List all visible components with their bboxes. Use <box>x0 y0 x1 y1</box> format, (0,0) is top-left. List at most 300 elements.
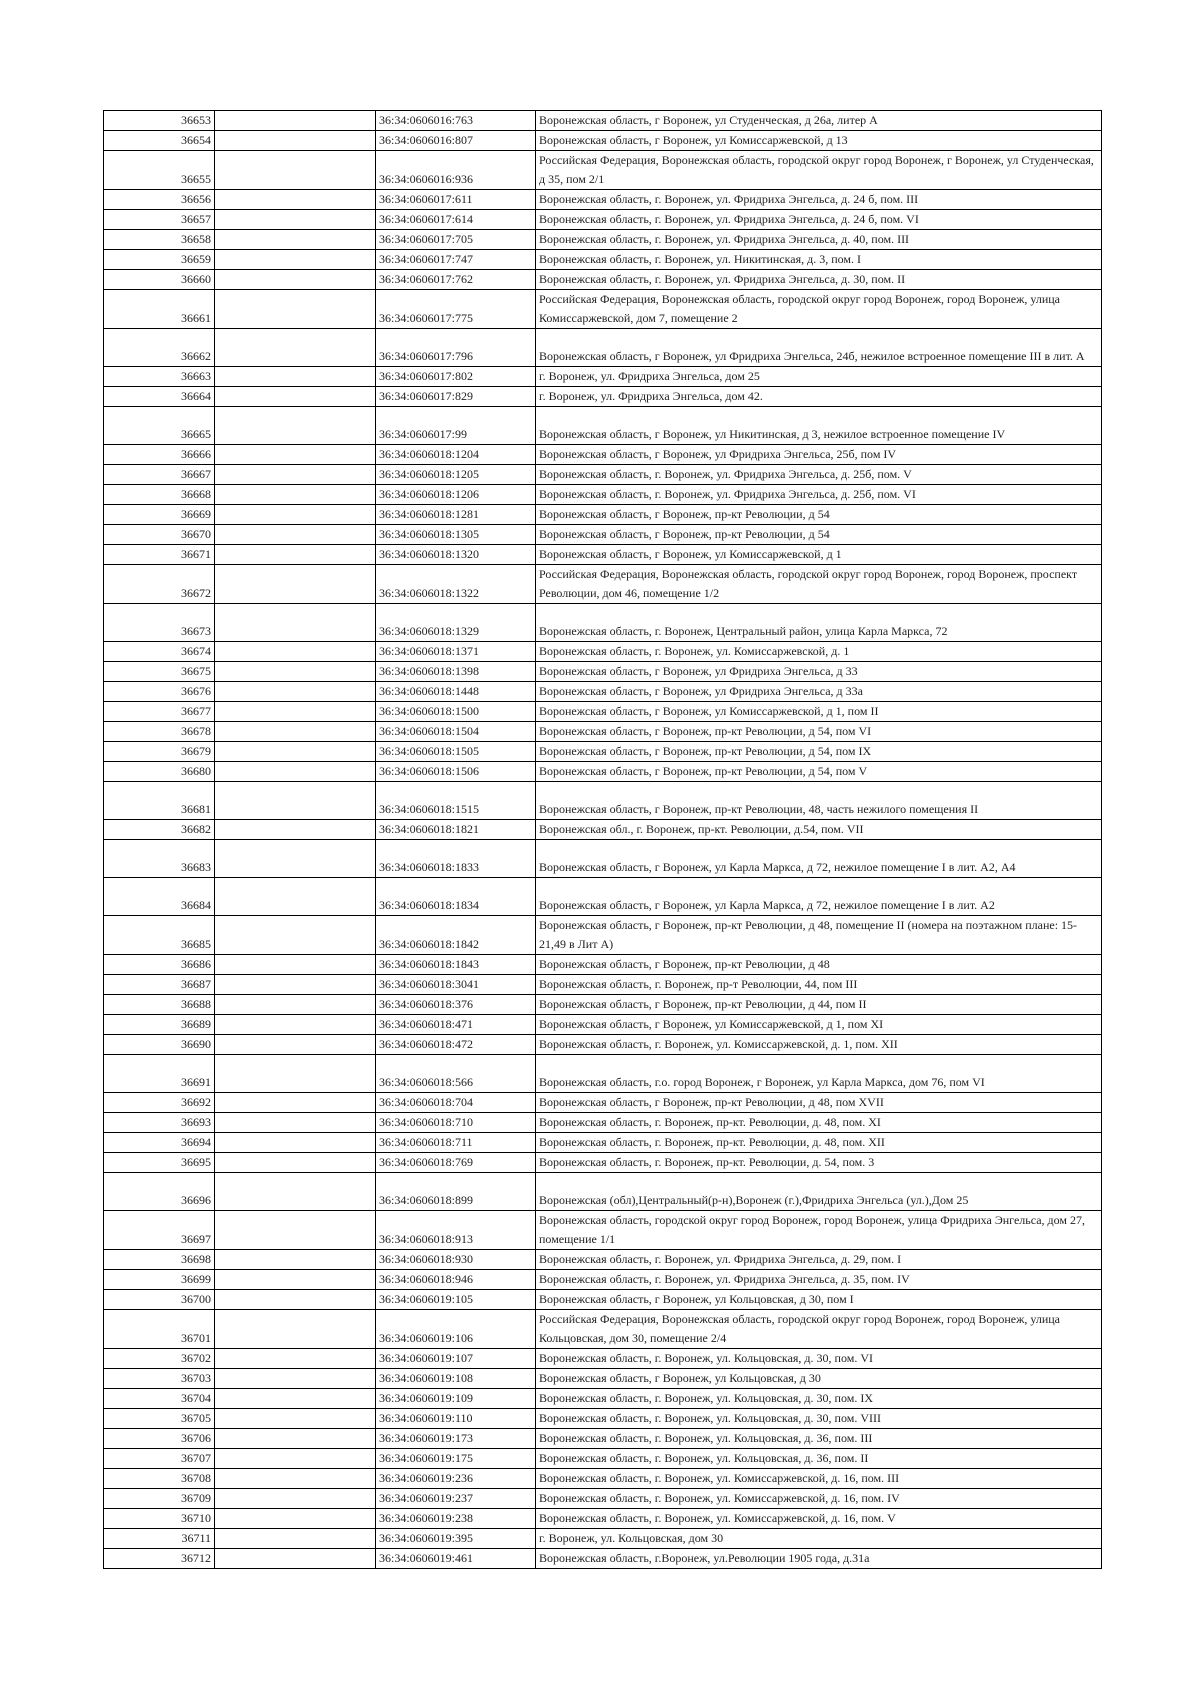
address-cell: Воронежская область, г Воронеж, пр-кт Революции, д 54, пом VI <box>536 722 1102 742</box>
table-row <box>104 190 1102 210</box>
row-number-cell: 36665 <box>104 407 215 445</box>
empty-cell <box>215 270 376 290</box>
empty-cell <box>215 642 376 662</box>
empty-cell <box>215 995 376 1015</box>
cadastral-number-cell: 36:34:0606018:704 <box>376 1093 536 1113</box>
address-cell: Воронежская область, г. Воронеж, пр-т Революции, 44, пом III <box>536 975 1102 995</box>
address-cell: Воронежская область, г Воронеж, пр-кт Революции, д 48 <box>536 955 1102 975</box>
empty-cell <box>215 1211 376 1250</box>
table-row <box>104 1173 1102 1211</box>
address-cell: Российская Федерация, Воронежская область, городской округ город Воронеж, город Воронеж, улица Кольцовская, дом 30, помещение 2/4 <box>536 1310 1102 1349</box>
address-cell: Воронежская область, г. Воронеж, пр-кт. Революции, д. 54, пом. 3 <box>536 1153 1102 1173</box>
empty-cell <box>215 1173 376 1211</box>
address-cell: Воронежская область, г. Воронеж, ул. Фридриха Энгельса, д. 29, пом. I <box>536 1250 1102 1270</box>
table-row <box>104 1529 1102 1549</box>
empty-cell <box>215 545 376 565</box>
address-cell: Воронежская область, г Воронеж, ул Фридриха Энгельса, 25б, пом IV <box>536 445 1102 465</box>
empty-cell <box>215 1310 376 1349</box>
address-cell: Российская Федерация, Воронежская область, городской округ город Воронеж, город Воронеж, проспект Революции, дом 46, помещение 1/2 <box>536 565 1102 604</box>
table-row <box>104 290 1102 329</box>
table-row <box>104 1035 1102 1055</box>
table-row <box>104 505 1102 525</box>
table-row <box>104 1093 1102 1113</box>
empty-cell <box>215 210 376 230</box>
address-cell: Воронежская область, г.о. город Воронеж, г Воронеж, ул Карла Маркса, дом 76, пом VI <box>536 1055 1102 1093</box>
register-table-body <box>104 111 1102 1569</box>
table-row <box>104 782 1102 820</box>
address-cell: Воронежская область, г. Воронеж, Центральный район, улица Карла Маркса, 72 <box>536 604 1102 642</box>
cadastral-number-cell: 36:34:0606017:747 <box>376 250 536 270</box>
address-cell: Воронежская область, г. Воронеж, ул. Комиссаржевской, д. 16, пом. III <box>536 1469 1102 1489</box>
cadastral-number-cell: 36:34:0606019:106 <box>376 1310 536 1349</box>
table-row <box>104 1113 1102 1133</box>
address-cell: Воронежская область, г Воронеж, ул Студенческая, д 26а, литер А <box>536 111 1102 131</box>
address-cell: Воронежская область, г Воронеж, ул Кольцовская, д 30, пом I <box>536 1290 1102 1310</box>
row-number-cell: 36712 <box>104 1549 215 1569</box>
row-number-cell: 36689 <box>104 1015 215 1035</box>
empty-cell <box>215 1469 376 1489</box>
table-row <box>104 840 1102 878</box>
row-number-cell: 36702 <box>104 1349 215 1369</box>
table-row <box>104 367 1102 387</box>
row-number-cell: 36705 <box>104 1409 215 1429</box>
table-row <box>104 1549 1102 1569</box>
empty-cell <box>215 367 376 387</box>
address-cell: Воронежская область, г. Воронеж, ул. Фридриха Энгельса, д. 25б, пом. VI <box>536 485 1102 505</box>
address-cell: Воронежская область, г. Воронеж, ул. Фридриха Энгельса, д. 40, пом. III <box>536 230 1102 250</box>
row-number-cell: 36673 <box>104 604 215 642</box>
row-number-cell: 36706 <box>104 1429 215 1449</box>
row-number-cell: 36663 <box>104 367 215 387</box>
address-cell: Воронежская область, г. Воронеж, пр-кт. Революции, д. 48, пом. XI <box>536 1113 1102 1133</box>
row-number-cell: 36659 <box>104 250 215 270</box>
cadastral-number-cell: 36:34:0606019:110 <box>376 1409 536 1429</box>
table-row <box>104 1449 1102 1469</box>
cadastral-number-cell: 36:34:0606019:237 <box>376 1489 536 1509</box>
row-number-cell: 36653 <box>104 111 215 131</box>
table-row <box>104 878 1102 916</box>
cadastral-number-cell: 36:34:0606018:913 <box>376 1211 536 1250</box>
address-cell: Воронежская область, г Воронеж, ул Фридриха Энгельса, д 33а <box>536 682 1102 702</box>
row-number-cell: 36654 <box>104 131 215 151</box>
address-cell: Воронежская область, г Воронеж, ул Фридриха Энгельса, 24б, нежилое встроенное помещение III в лит. А <box>536 329 1102 367</box>
cadastral-number-cell: 36:34:0606018:472 <box>376 1035 536 1055</box>
address-cell: Воронежская область, г. Воронеж, ул. Кольцовская, д. 30, пом. VIII <box>536 1409 1102 1429</box>
address-cell: Воронежская область, г Воронеж, ул Комиссаржевской, д 1 <box>536 545 1102 565</box>
empty-cell <box>215 565 376 604</box>
address-cell: Воронежская область, г. Воронеж, ул. Комиссаржевской, д. 1, пом. XII <box>536 1035 1102 1055</box>
table-row <box>104 1133 1102 1153</box>
row-number-cell: 36677 <box>104 702 215 722</box>
cadastral-number-cell: 36:34:0606018:1206 <box>376 485 536 505</box>
cadastral-number-cell: 36:34:0606018:376 <box>376 995 536 1015</box>
table-row <box>104 916 1102 955</box>
address-cell: Воронежская область, г. Воронеж, ул. Кольцовская, д. 30, пом. VI <box>536 1349 1102 1369</box>
row-number-cell: 36704 <box>104 1389 215 1409</box>
cadastral-number-cell: 36:34:0606018:1843 <box>376 955 536 975</box>
cadastral-number-cell: 36:34:0606018:1329 <box>376 604 536 642</box>
cadastral-number-cell: 36:34:0606018:566 <box>376 1055 536 1093</box>
cadastral-number-cell: 36:34:0606017:705 <box>376 230 536 250</box>
cadastral-number-cell: 36:34:0606017:802 <box>376 367 536 387</box>
cadastral-number-cell: 36:34:0606018:1834 <box>376 878 536 916</box>
row-number-cell: 36658 <box>104 230 215 250</box>
table-row <box>104 1509 1102 1529</box>
table-row <box>104 151 1102 190</box>
address-cell: Воронежская область, г. Воронеж, ул. Кольцовская, д. 36, пом. II <box>536 1449 1102 1469</box>
cadastral-number-cell: 36:34:0606019:236 <box>376 1469 536 1489</box>
empty-cell <box>215 1389 376 1409</box>
address-cell: Воронежская область, г. Воронеж, ул. Фридриха Энгельса, д. 25б, пом. V <box>536 465 1102 485</box>
empty-cell <box>215 505 376 525</box>
empty-cell <box>215 1449 376 1469</box>
address-cell: Воронежская область, г. Воронеж, ул. Кольцовская, д. 36, пом. III <box>536 1429 1102 1449</box>
cadastral-number-cell: 36:34:0606017:829 <box>376 387 536 407</box>
empty-cell <box>215 1250 376 1270</box>
empty-cell <box>215 878 376 916</box>
empty-cell <box>215 722 376 742</box>
row-number-cell: 36685 <box>104 916 215 955</box>
address-cell: Воронежская область, г. Воронеж, ул. Фридриха Энгельса, д. 30, пом. II <box>536 270 1102 290</box>
address-cell: Воронежская область, г Воронеж, ул Комиссаржевской, д 13 <box>536 131 1102 151</box>
cadastral-number-cell: 36:34:0606018:1833 <box>376 840 536 878</box>
cadastral-number-cell: 36:34:0606018:930 <box>376 1250 536 1270</box>
address-cell: Воронежская область, г. Воронеж, ул. Фридриха Энгельса, д. 24 б, пом. VI <box>536 210 1102 230</box>
table-row <box>104 1489 1102 1509</box>
empty-cell <box>215 407 376 445</box>
cadastral-number-cell: 36:34:0606017:775 <box>376 290 536 329</box>
empty-cell <box>215 290 376 329</box>
row-number-cell: 36674 <box>104 642 215 662</box>
row-number-cell: 36699 <box>104 1270 215 1290</box>
empty-cell <box>215 1429 376 1449</box>
address-cell: Воронежская область, г. Воронеж, ул. Фридриха Энгельса, д. 24 б, пом. III <box>536 190 1102 210</box>
cadastral-number-cell: 36:34:0606018:946 <box>376 1270 536 1290</box>
cadastral-number-cell: 36:34:0606019:238 <box>376 1509 536 1529</box>
table-row <box>104 131 1102 151</box>
row-number-cell: 36671 <box>104 545 215 565</box>
empty-cell <box>215 1369 376 1389</box>
table-row <box>104 250 1102 270</box>
cadastral-number-cell: 36:34:0606018:1821 <box>376 820 536 840</box>
table-row <box>104 387 1102 407</box>
cadastral-number-cell: 36:34:0606017:762 <box>376 270 536 290</box>
table-row <box>104 1469 1102 1489</box>
empty-cell <box>215 131 376 151</box>
address-cell: Воронежская область, г Воронеж, ул Карла Маркса, д 72, нежилое помещение I в лит. А2, А4 <box>536 840 1102 878</box>
row-number-cell: 36694 <box>104 1133 215 1153</box>
table-row <box>104 1153 1102 1173</box>
cadastral-number-cell: 36:34:0606016:936 <box>376 151 536 190</box>
cadastral-number-cell: 36:34:0606017:614 <box>376 210 536 230</box>
row-number-cell: 36687 <box>104 975 215 995</box>
empty-cell <box>215 662 376 682</box>
table-row <box>104 995 1102 1015</box>
cadastral-number-cell: 36:34:0606019:105 <box>376 1290 536 1310</box>
address-cell: Воронежская область, г. Воронеж, ул. Комиссаржевской, д. 1 <box>536 642 1102 662</box>
empty-cell <box>215 916 376 955</box>
empty-cell <box>215 702 376 722</box>
row-number-cell: 36711 <box>104 1529 215 1549</box>
table-row <box>104 465 1102 485</box>
address-cell: г. Воронеж, ул. Фридриха Энгельса, дом 25 <box>536 367 1102 387</box>
empty-cell <box>215 742 376 762</box>
row-number-cell: 36709 <box>104 1489 215 1509</box>
cadastral-number-cell: 36:34:0606018:1322 <box>376 565 536 604</box>
address-cell: Воронежская область, г Воронеж, ул Фридриха Энгельса, д 33 <box>536 662 1102 682</box>
empty-cell <box>215 975 376 995</box>
table-row <box>104 1290 1102 1310</box>
table-row <box>104 975 1102 995</box>
empty-cell <box>215 1153 376 1173</box>
row-number-cell: 36708 <box>104 1469 215 1489</box>
table-row <box>104 329 1102 367</box>
cadastral-number-cell: 36:34:0606018:1398 <box>376 662 536 682</box>
row-number-cell: 36707 <box>104 1449 215 1469</box>
row-number-cell: 36676 <box>104 682 215 702</box>
empty-cell <box>215 445 376 465</box>
row-number-cell: 36703 <box>104 1369 215 1389</box>
table-row <box>104 565 1102 604</box>
address-cell: Воронежская область, г Воронеж, пр-кт Революции, д 54 <box>536 505 1102 525</box>
table-row <box>104 1389 1102 1409</box>
cadastral-number-cell: 36:34:0606019:175 <box>376 1449 536 1469</box>
cadastral-number-cell: 36:34:0606018:710 <box>376 1113 536 1133</box>
cadastral-number-cell: 36:34:0606018:1205 <box>376 465 536 485</box>
empty-cell <box>215 1549 376 1569</box>
row-number-cell: 36661 <box>104 290 215 329</box>
empty-cell <box>215 820 376 840</box>
empty-cell <box>215 1133 376 1153</box>
row-number-cell: 36655 <box>104 151 215 190</box>
address-cell: Воронежская область, г. Воронеж, ул. Кольцовская, д. 30, пом. IX <box>536 1389 1102 1409</box>
empty-cell <box>215 840 376 878</box>
table-row <box>104 1055 1102 1093</box>
address-cell: Воронежская область, г. Воронеж, ул. Комиссаржевской, д. 16, пом. V <box>536 1509 1102 1529</box>
cadastral-number-cell: 36:34:0606019:395 <box>376 1529 536 1549</box>
row-number-cell: 36695 <box>104 1153 215 1173</box>
empty-cell <box>215 190 376 210</box>
row-number-cell: 36664 <box>104 387 215 407</box>
table-row <box>104 445 1102 465</box>
table-row <box>104 722 1102 742</box>
address-cell: Воронежская область, г Воронеж, пр-кт Революции, д 54, пом V <box>536 762 1102 782</box>
row-number-cell: 36698 <box>104 1250 215 1270</box>
row-number-cell: 36697 <box>104 1211 215 1250</box>
address-cell: г. Воронеж, ул. Кольцовская, дом 30 <box>536 1529 1102 1549</box>
row-number-cell: 36684 <box>104 878 215 916</box>
address-cell: Воронежская область, г.Воронеж, ул.Революции 1905 года, д.31а <box>536 1549 1102 1569</box>
cadastral-register-table <box>103 110 1102 1569</box>
table-row <box>104 682 1102 702</box>
table-row <box>104 111 1102 131</box>
table-row <box>104 820 1102 840</box>
cadastral-number-cell: 36:34:0606016:763 <box>376 111 536 131</box>
row-number-cell: 36657 <box>104 210 215 230</box>
empty-cell <box>215 1015 376 1035</box>
table-row <box>104 1349 1102 1369</box>
row-number-cell: 36656 <box>104 190 215 210</box>
row-number-cell: 36670 <box>104 525 215 545</box>
table-row <box>104 210 1102 230</box>
empty-cell <box>215 111 376 131</box>
address-cell: Воронежская (обл),Центральный(р-н),Воронеж (г.),Фридриха Энгельса (ул.),Дом 25 <box>536 1173 1102 1211</box>
empty-cell <box>215 1409 376 1429</box>
address-cell: Воронежская область, г Воронеж, пр-кт Революции, д 48, помещение II (номера на поэтажном плане: 15-21,49 в Лит А) <box>536 916 1102 955</box>
row-number-cell: 36680 <box>104 762 215 782</box>
table-row <box>104 762 1102 782</box>
cadastral-number-cell: 36:34:0606016:807 <box>376 131 536 151</box>
table-row <box>104 1369 1102 1389</box>
cadastral-number-cell: 36:34:0606018:899 <box>376 1173 536 1211</box>
table-row <box>104 702 1102 722</box>
row-number-cell: 36669 <box>104 505 215 525</box>
row-number-cell: 36675 <box>104 662 215 682</box>
row-number-cell: 36691 <box>104 1055 215 1093</box>
cadastral-number-cell: 36:34:0606018:1281 <box>376 505 536 525</box>
table-row <box>104 407 1102 445</box>
cadastral-number-cell: 36:34:0606018:1371 <box>376 642 536 662</box>
empty-cell <box>215 1509 376 1529</box>
row-number-cell: 36696 <box>104 1173 215 1211</box>
empty-cell <box>215 1270 376 1290</box>
row-number-cell: 36678 <box>104 722 215 742</box>
empty-cell <box>215 250 376 270</box>
empty-cell <box>215 329 376 367</box>
empty-cell <box>215 1529 376 1549</box>
empty-cell <box>215 604 376 642</box>
row-number-cell: 36668 <box>104 485 215 505</box>
cadastral-number-cell: 36:34:0606018:1448 <box>376 682 536 702</box>
table-row <box>104 545 1102 565</box>
cadastral-number-cell: 36:34:0606017:611 <box>376 190 536 210</box>
cadastral-number-cell: 36:34:0606018:1204 <box>376 445 536 465</box>
address-cell: Воронежская область, г Воронеж, пр-кт Революции, д 48, пом XVII <box>536 1093 1102 1113</box>
table-row <box>104 955 1102 975</box>
address-cell: Воронежская область, городской округ город Воронеж, город Воронеж, улица Фридриха Энгельса, дом 27, помещение 1/1 <box>536 1211 1102 1250</box>
address-cell: Воронежская область, г Воронеж, пр-кт Революции, д 54, пом IX <box>536 742 1102 762</box>
empty-cell <box>215 387 376 407</box>
empty-cell <box>215 1035 376 1055</box>
address-cell: Российская Федерация, Воронежская область, городской округ город Воронеж, город Воронеж, улица Комиссаржевской, дом 7, помещение 2 <box>536 290 1102 329</box>
address-cell: Воронежская область, г Воронеж, ул Никитинская, д 3, нежилое встроенное помещение IV <box>536 407 1102 445</box>
table-row <box>104 230 1102 250</box>
empty-cell <box>215 782 376 820</box>
row-number-cell: 36710 <box>104 1509 215 1529</box>
row-number-cell: 36686 <box>104 955 215 975</box>
cadastral-number-cell: 36:34:0606018:1320 <box>376 545 536 565</box>
address-cell: Воронежская область, г Воронеж, пр-кт Революции, д 54 <box>536 525 1102 545</box>
row-number-cell: 36683 <box>104 840 215 878</box>
cadastral-number-cell: 36:34:0606018:769 <box>376 1153 536 1173</box>
cadastral-number-cell: 36:34:0606018:1305 <box>376 525 536 545</box>
cadastral-number-cell: 36:34:0606018:1505 <box>376 742 536 762</box>
table-row <box>104 1270 1102 1290</box>
cadastral-number-cell: 36:34:0606018:711 <box>376 1133 536 1153</box>
table-row <box>104 1250 1102 1270</box>
table-row <box>104 485 1102 505</box>
table-row <box>104 1211 1102 1250</box>
empty-cell <box>215 1349 376 1369</box>
row-number-cell: 36701 <box>104 1310 215 1349</box>
row-number-cell: 36700 <box>104 1290 215 1310</box>
empty-cell <box>215 151 376 190</box>
empty-cell <box>215 1093 376 1113</box>
row-number-cell: 36662 <box>104 329 215 367</box>
cadastral-number-cell: 36:34:0606018:1500 <box>376 702 536 722</box>
table-row <box>104 1429 1102 1449</box>
address-cell: Воронежская область, г Воронеж, ул Карла Маркса, д 72, нежилое помещение I в лит. А2 <box>536 878 1102 916</box>
table-row <box>104 662 1102 682</box>
row-number-cell: 36660 <box>104 270 215 290</box>
empty-cell <box>215 230 376 250</box>
table-row <box>104 742 1102 762</box>
cadastral-number-cell: 36:34:0606019:108 <box>376 1369 536 1389</box>
empty-cell <box>215 525 376 545</box>
row-number-cell: 36693 <box>104 1113 215 1133</box>
table-row <box>104 642 1102 662</box>
row-number-cell: 36667 <box>104 465 215 485</box>
cadastral-number-cell: 36:34:0606019:109 <box>376 1389 536 1409</box>
empty-cell <box>215 762 376 782</box>
empty-cell <box>215 1113 376 1133</box>
address-cell: Воронежская обл., г. Воронеж, пр-кт. Революции, д.54, пом. VII <box>536 820 1102 840</box>
address-cell: Воронежская область, г. Воронеж, пр-кт. Революции, д. 48, пом. XII <box>536 1133 1102 1153</box>
cadastral-number-cell: 36:34:0606019:461 <box>376 1549 536 1569</box>
cadastral-number-cell: 36:34:0606018:1506 <box>376 762 536 782</box>
empty-cell <box>215 1489 376 1509</box>
empty-cell <box>215 1290 376 1310</box>
address-cell: Воронежская область, г. Воронеж, ул. Комиссаржевской, д. 16, пом. IV <box>536 1489 1102 1509</box>
row-number-cell: 36672 <box>104 565 215 604</box>
empty-cell <box>215 955 376 975</box>
cadastral-number-cell: 36:34:0606017:99 <box>376 407 536 445</box>
cadastral-number-cell: 36:34:0606018:1842 <box>376 916 536 955</box>
address-cell: Российская Федерация, Воронежская область, городской округ город Воронеж, г Воронеж, ул Студенческая, д 35, пом 2/1 <box>536 151 1102 190</box>
cadastral-number-cell: 36:34:0606018:3041 <box>376 975 536 995</box>
address-cell: Воронежская область, г Воронеж, ул Комиссаржевской, д 1, пом II <box>536 702 1102 722</box>
row-number-cell: 36682 <box>104 820 215 840</box>
address-cell: Воронежская область, г Воронеж, пр-кт Революции, д 44, пом II <box>536 995 1102 1015</box>
cadastral-number-cell: 36:34:0606019:173 <box>376 1429 536 1449</box>
address-cell: Воронежская область, г. Воронеж, ул. Фридриха Энгельса, д. 35, пом. IV <box>536 1270 1102 1290</box>
address-cell: Воронежская область, г Воронеж, пр-кт Революции, 48, часть нежилого помещения II <box>536 782 1102 820</box>
address-cell: Воронежская область, г Воронеж, ул Комиссаржевской, д 1, пом XI <box>536 1015 1102 1035</box>
row-number-cell: 36666 <box>104 445 215 465</box>
table-row <box>104 525 1102 545</box>
table-row <box>104 1409 1102 1429</box>
empty-cell <box>215 485 376 505</box>
empty-cell <box>215 682 376 702</box>
table-row <box>104 1015 1102 1035</box>
empty-cell <box>215 1055 376 1093</box>
row-number-cell: 36688 <box>104 995 215 1015</box>
cadastral-number-cell: 36:34:0606018:471 <box>376 1015 536 1035</box>
row-number-cell: 36681 <box>104 782 215 820</box>
empty-cell <box>215 465 376 485</box>
address-cell: г. Воронеж, ул. Фридриха Энгельса, дом 42. <box>536 387 1102 407</box>
table-row <box>104 270 1102 290</box>
cadastral-number-cell: 36:34:0606018:1504 <box>376 722 536 742</box>
cadastral-number-cell: 36:34:0606019:107 <box>376 1349 536 1369</box>
cadastral-number-cell: 36:34:0606017:796 <box>376 329 536 367</box>
table-row <box>104 1310 1102 1349</box>
row-number-cell: 36679 <box>104 742 215 762</box>
row-number-cell: 36690 <box>104 1035 215 1055</box>
address-cell: Воронежская область, г Воронеж, ул Кольцовская, д 30 <box>536 1369 1102 1389</box>
cadastral-number-cell: 36:34:0606018:1515 <box>376 782 536 820</box>
row-number-cell: 36692 <box>104 1093 215 1113</box>
